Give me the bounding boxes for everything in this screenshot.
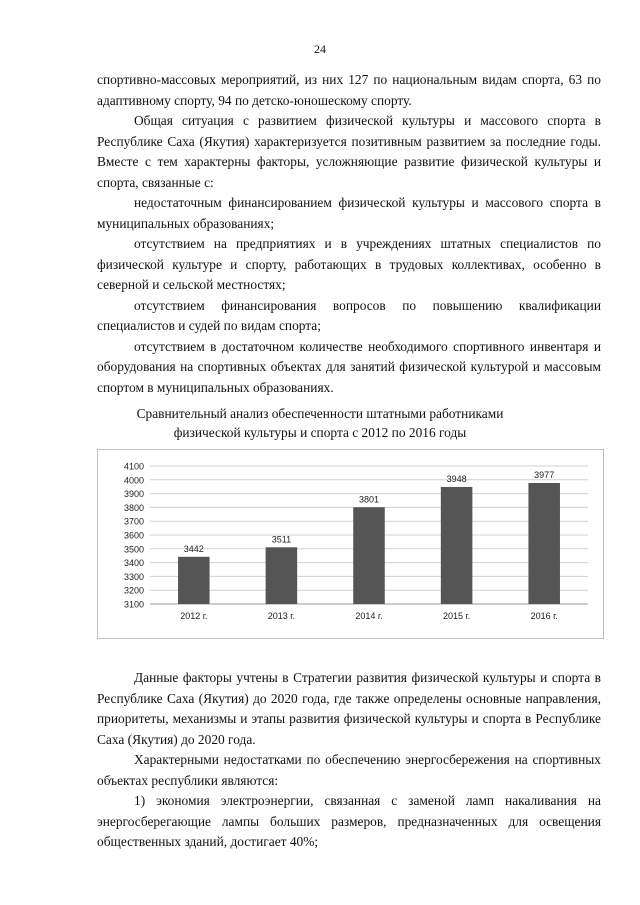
y-tick-label: 3600 — [123, 530, 144, 541]
x-tick-label: 2012 г. — [180, 611, 208, 621]
bar — [266, 547, 298, 604]
paragraph: отсутствием в достаточном количестве необходимого спортивного инвентаря и оборудования на спортивных объектах для занятий физической культурой и массовым спортом в муниципальных образованиях. — [97, 338, 601, 395]
chart-caption — [0, 404, 640, 442]
paragraph: отсутствием на предприятиях и в учреждениях штатных специалистов по физической культуре и спорту, работающих в трудовых коллективах, особенно в северной и сельской местностях; — [97, 236, 601, 292]
x-tick-label: 2015 г. — [442, 611, 471, 621]
bar-chart — [97, 449, 604, 639]
page-number: 24 — [314, 42, 326, 56]
paragraph: 1) экономия электроэнергии, связанная с заменой ламп накаливания на энергосберегающие лампы больших размеров, предназначенных для освещения общественных зданий, достигает 40%; — [97, 793, 601, 849]
data-label: 3977 — [534, 469, 555, 480]
x-tick-label: 2014 г. — [355, 611, 383, 621]
y-tick-label: 3300 — [123, 571, 144, 582]
y-tick-label: 3500 — [123, 544, 144, 555]
chart-canvas — [98, 450, 603, 638]
data-label: 3511 — [271, 534, 292, 545]
paragraph: Характерными недостатками по обеспечению энергосбережения на спортивных объектах республики являются: — [97, 752, 601, 788]
y-tick-label: 3700 — [123, 516, 144, 527]
y-tick-label: 4100 — [123, 461, 144, 472]
paragraph: Общая ситуация с развитием физической культуры и массового спорта в Республике Саха (Якутия) характеризуется позитивным развитием за последние годы. Вместе с тем характерны факторы, усложняющие развитие физической культуры и спорта, связанные с: — [97, 113, 601, 190]
bar — [353, 507, 385, 604]
y-tick-label: 3100 — [123, 599, 144, 610]
bar — [441, 487, 473, 604]
bar — [178, 557, 210, 604]
paragraph: недостаточным финансированием физической культуры и массового спорта в муниципальных образованиях; — [97, 195, 601, 231]
paragraph: отсутствием финансирования вопросов по повышению квалификации специалистов и судей по видам спорта; — [97, 297, 601, 333]
body-text-top — [97, 70, 601, 398]
y-tick-label: 3200 — [123, 585, 144, 596]
y-tick-label: 3400 — [123, 558, 144, 569]
y-tick-label: 3800 — [123, 502, 144, 513]
chart-caption-line: Сравнительный анализ обеспеченности штатными работниками — [136, 406, 504, 421]
paragraph: спортивно-массовых мероприятий, из них 127 по национальным видам спорта, 63 по адаптивному спорту, 94 по детско-юношескому спорту. — [97, 72, 601, 108]
data-label: 3442 — [183, 543, 204, 554]
y-tick-label: 4000 — [123, 475, 144, 486]
bar — [528, 483, 560, 604]
data-label: 3801 — [358, 494, 380, 505]
chart-caption-line: физической культуры и спорта с 2012 по 2016 годы — [173, 425, 467, 440]
x-tick-label: 2013 г. — [267, 611, 296, 621]
x-tick-label: 2016 г. — [530, 611, 558, 621]
data-label: 3948 — [446, 473, 467, 484]
body-text-bottom — [97, 668, 601, 853]
y-tick-label: 3900 — [123, 489, 144, 500]
paragraph: Данные факторы учтены в Стратегии развития физической культуры и спорта в Республике Саха (Якутия) до 2020 года, где также определены основные направления, приоритеты, механизмы и этапы развития физической культуры и спорта в Республике Саха (Якутия) до 2020 года. — [97, 670, 601, 747]
